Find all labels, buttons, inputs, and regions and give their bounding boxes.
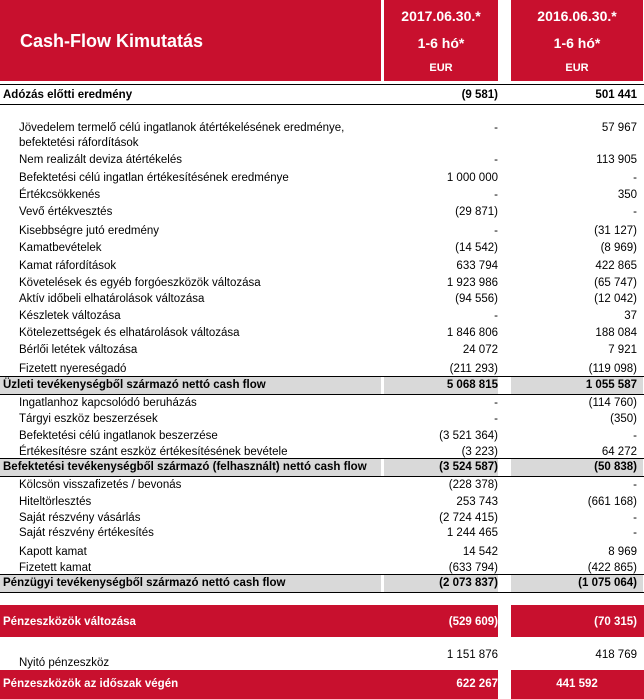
row-value-2016: - [633,479,637,491]
row-value-2016: (114 760) [588,397,637,409]
column-date-2016: 2016.06.30.* [537,8,617,24]
row-value-2016: - [633,527,637,539]
page-title: Cash-Flow Kimutatás [20,31,204,51]
row-label: Követelések és egyéb forgóeszközök változása [19,277,261,289]
row-label: Befektetési célú ingatlan értékesítésének eredménye [19,172,289,184]
row-value-2017: (633 794) [448,562,498,574]
row-label: Üzleti tevékenységből származó nettó cash flow [3,379,266,391]
row-value-2016: (12 042) [594,293,637,305]
column-period-2016: 1-6 hó* [553,35,601,51]
row-value-2016: - [633,206,637,218]
row-label: Bérlői letétek változása [19,344,138,356]
row-label: Kamatbevételek [19,242,102,254]
row-value-2017: (3 521 364) [439,430,498,442]
row-value-2017: 633 794 [456,260,498,272]
row-value-2017: 1 244 465 [446,527,498,539]
row-value-2017: (228 378) [448,479,498,491]
row-value-2016: 422 865 [595,260,637,272]
row-label: Értékcsökkenés [19,189,101,201]
row-value-2017: (94 556) [455,293,498,305]
row-value-2016: (422 865) [587,562,637,574]
row-label: Készletek változása [19,310,121,322]
row-value-2017: - [494,225,498,237]
column-currency-2017: EUR [429,62,453,74]
row-value-2016: (1 075 064) [578,577,637,589]
row-label: Vevő értékvesztés [19,206,113,218]
row-label: Jövedelem termelő célú ingatlanok átértékelésének eredménye, [19,122,345,134]
row-value-2017: 1 151 876 [446,649,498,661]
row-label: Ingatlanhoz kapcsolódó beruházás [19,397,197,409]
row-value-2017: (3 223) [461,446,498,458]
row-value-2016: (661 168) [587,496,637,508]
row-value-2017: 1 923 986 [446,277,498,289]
row-label: Saját részvény értékesítés [19,527,154,539]
row-value-2016: - [633,172,637,184]
row-value-2016: (8 969) [600,242,637,254]
row-value-2016: 8 969 [608,546,637,558]
row-value-2016: 57 967 [601,122,637,134]
row-value-2017: (529 609) [448,616,498,628]
row-divider [0,476,644,477]
row-value-2017: (2 073 837) [439,577,498,589]
row-value-2017: 1 846 806 [446,327,498,339]
row-value-2017: (14 542) [455,242,498,254]
row-label: Fizetett kamat [19,562,92,574]
row-value-2017: 253 743 [456,496,498,508]
row-value-2017: (2 724 415) [439,512,498,524]
row-label: Kamat ráfordítások [19,260,117,272]
row-value-2017: - [494,189,498,201]
row-label: Pénzeszközök változása [3,616,136,628]
row-value-2017: 5 068 815 [446,379,498,391]
row-label: Befektetési tevékenységből származó (felhasznált) nettó cash flow [3,461,367,473]
row-label: Pénzeszközök az időszak végén [3,678,179,690]
row-label: Hiteltörlesztés [19,496,92,508]
row-value-2017: (3 524 587) [439,461,498,473]
column-header-2016 [511,0,643,81]
row-value-2017: (9 581) [461,89,498,101]
row-value-2017: - [494,397,498,409]
row-value-2017: 14 542 [462,546,498,558]
column-header-2017 [384,0,498,81]
row-value-2016: (350) [610,413,637,425]
row-label: Aktív időbeli elhatárolások változása [19,293,205,305]
row-label: Kölcsön visszafizetés / bevonás [19,479,182,491]
row-value-2017: (29 871) [455,206,498,218]
column-date-2017: 2017.06.30.* [401,8,481,24]
row-label: Tárgyi eszköz beszerzések [19,413,158,425]
row-value-2017: 622 267 [456,678,498,690]
row-value-2017: - [494,122,498,134]
header-title-cell [0,0,381,81]
column-period-2017: 1-6 hó* [417,35,465,51]
row-label: Kisebbségre jutó eredmény [19,225,159,237]
row-value-2016: 1 055 587 [585,379,637,391]
row-value-2017: - [494,310,498,322]
row-value-2016: 113 905 [596,154,637,166]
row-value-2016: (31 127) [594,225,637,237]
row-label: Kapott kamat [19,546,87,558]
header-divider [0,84,644,85]
row-value-2016: (65 747) [594,277,637,289]
row-label: Befektetési célú ingatlanok beszerzése [19,430,218,442]
row-label: Kötelezettségek és elhatárolások változása [19,327,240,339]
row-value-2016: - [633,430,637,442]
row-value-2017: (211 293) [449,363,498,375]
row-label-line2: befektetési ráfordítások [19,137,139,149]
row-value-2017: - [494,154,498,166]
row-value-2017: 24 072 [462,344,498,356]
row-label: Pénzügyi tevékenységből származó nettó cash flow [3,577,286,589]
row-label: Adózás előtti eredmény [3,89,133,101]
row-value-2016: - [633,512,637,524]
row-value-2016: 37 [624,310,637,322]
row-value-2016: 7 921 [608,344,637,356]
row-value-2016: 501 441 [595,89,637,101]
row-value-2016: 188 084 [595,327,637,339]
column-currency-2016: EUR [565,62,589,74]
row-label: Fizetett nyereségadó [19,363,127,375]
row-value-2017: - [494,413,498,425]
row-label: Saját részvény vásárlás [19,512,141,524]
row-label: Nem realizált deviza átértékelés [19,154,182,166]
row-label: Nyitó pénzeszköz [19,657,110,669]
row-value-2016: (70 315) [594,616,637,628]
row-value-2016: (50 838) [594,461,637,473]
row-value-2017: 1 000 000 [446,172,498,184]
row-value-2016: 350 [617,189,637,201]
row-divider [0,394,644,395]
row-value-2016: 64 272 [601,446,637,458]
row-value-2016: (119 098) [588,363,637,375]
row-divider [0,104,644,105]
row-value-2016: 418 769 [595,649,637,661]
row-label: Értékesítésre szánt eszköz értékesítésének bevétele [19,446,288,458]
row-value-2016: 441 592 [556,678,598,690]
row-divider [0,592,644,593]
